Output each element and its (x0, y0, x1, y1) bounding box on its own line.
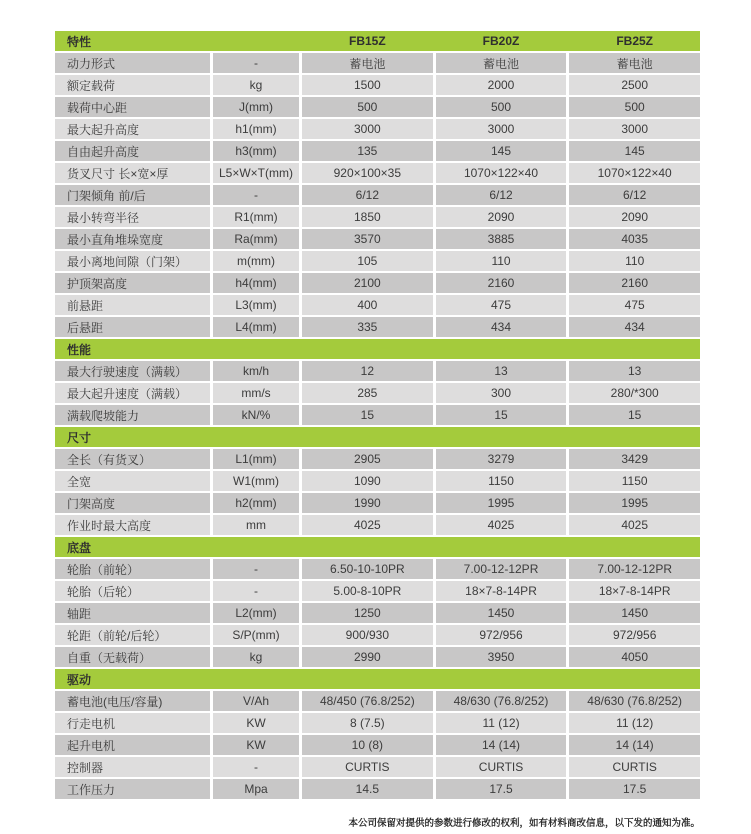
spec-value-cell: 335 (302, 317, 433, 337)
table-row (55, 581, 700, 601)
section-title: 性能 (67, 342, 92, 357)
spec-value-cell: 4035 (569, 229, 700, 249)
spec-value-cell: 3950 (436, 647, 567, 667)
table-row (55, 141, 700, 161)
spec-value-cell: 920×100×35 (302, 163, 433, 183)
table-row (55, 361, 700, 381)
table-row (55, 75, 700, 95)
spec-value-cell: 4025 (302, 515, 433, 535)
table-row (55, 493, 700, 513)
table-row (55, 757, 700, 777)
spec-label-cell: 载荷中心距 (55, 97, 210, 117)
spec-value-cell: 2100 (302, 273, 433, 293)
spec-label-cell: 最小离地间隙（门架） (55, 251, 210, 271)
spec-label-cell: 轮距（前轮/后轮） (55, 625, 210, 645)
spec-unit-cell: h2(mm) (213, 493, 299, 513)
spec-value-cell: 2990 (302, 647, 433, 667)
spec-unit-cell: L4(mm) (213, 317, 299, 337)
spec-unit-cell: - (213, 53, 299, 73)
spec-value-cell: 3885 (436, 229, 567, 249)
spec-unit-cell: KW (213, 735, 299, 755)
section-header-row (55, 537, 700, 557)
spec-table (55, 31, 700, 801)
spec-value-cell: 2160 (569, 273, 700, 293)
spec-value-cell: 8 (7.5) (302, 713, 433, 733)
spec-unit-cell: h1(mm) (213, 119, 299, 139)
spec-value-cell: CURTIS (302, 757, 433, 777)
header-model-fb15z: FB15Z (348, 34, 386, 48)
spec-unit-cell: m(mm) (213, 251, 299, 271)
spec-value-cell: 4050 (569, 647, 700, 667)
spec-value-cell: 434 (436, 317, 567, 337)
table-row (55, 97, 700, 117)
spec-label-cell: 轮胎（后轮） (55, 581, 210, 601)
header-feature-label: 特性 (67, 34, 92, 49)
table-row (55, 603, 700, 623)
spec-value-cell: 4025 (569, 515, 700, 535)
spec-unit-cell: kN/% (213, 405, 299, 425)
spec-label-cell: 起升电机 (55, 735, 210, 755)
header-model-fb25z: FB25Z (616, 34, 654, 48)
spec-label-cell: 满载爬坡能力 (55, 405, 210, 425)
spec-label-cell: 货叉尺寸 长×宽×厚 (55, 163, 210, 183)
table-row (55, 53, 700, 73)
spec-value-cell: 105 (302, 251, 433, 271)
spec-value-cell: 1450 (436, 603, 567, 623)
spec-label-cell: 全长（有货叉） (55, 449, 210, 469)
table-row (55, 471, 700, 491)
spec-unit-cell: h4(mm) (213, 273, 299, 293)
spec-value-cell: 17.5 (436, 779, 567, 799)
spec-value-cell: 2160 (436, 273, 567, 293)
spec-value-cell: 145 (569, 141, 700, 161)
spec-value-cell: 1990 (302, 493, 433, 513)
spec-value-cell: 3000 (302, 119, 433, 139)
spec-value-cell: 蓄电池 (302, 53, 433, 73)
spec-value-cell: 2090 (436, 207, 567, 227)
spec-value-cell: 1250 (302, 603, 433, 623)
header-unit-cell (213, 31, 299, 51)
spec-value-cell: 6/12 (436, 185, 567, 205)
table-row (55, 295, 700, 315)
spec-label-cell: 最小转弯半径 (55, 207, 210, 227)
table-header-row (55, 31, 700, 51)
spec-value-cell: 14 (14) (569, 735, 700, 755)
spec-value-cell: 2000 (436, 75, 567, 95)
table-row (55, 119, 700, 139)
table-row (55, 713, 700, 733)
spec-value-cell: 11 (12) (436, 713, 567, 733)
table-row (55, 405, 700, 425)
table-row (55, 229, 700, 249)
spec-value-cell: 48/630 (76.8/252) (569, 691, 700, 711)
spec-value-cell: 48/450 (76.8/252) (302, 691, 433, 711)
spec-value-cell: 900/930 (302, 625, 433, 645)
spec-value-cell: 500 (569, 97, 700, 117)
section-title: 底盘 (67, 540, 92, 555)
spec-value-cell: 1995 (436, 493, 567, 513)
spec-unit-cell: - (213, 559, 299, 579)
spec-label-cell: 控制器 (55, 757, 210, 777)
spec-value-cell: 2090 (569, 207, 700, 227)
table-row (55, 317, 700, 337)
spec-label-cell: 动力形式 (55, 53, 210, 73)
table-row (55, 383, 700, 403)
spec-value-cell: 400 (302, 295, 433, 315)
spec-value-cell: CURTIS (569, 757, 700, 777)
spec-value-cell: 145 (436, 141, 567, 161)
spec-unit-cell: kg (213, 647, 299, 667)
spec-value-cell: 4025 (436, 515, 567, 535)
spec-label-cell: 轮胎（前轮） (55, 559, 210, 579)
table-row (55, 515, 700, 535)
section-title: 驱动 (67, 672, 92, 687)
spec-value-cell: 475 (436, 295, 567, 315)
spec-unit-cell: km/h (213, 361, 299, 381)
spec-value-cell: 3279 (436, 449, 567, 469)
spec-value-cell: 14.5 (302, 779, 433, 799)
spec-unit-cell: mm (213, 515, 299, 535)
spec-value-cell: 6/12 (302, 185, 433, 205)
spec-value-cell: 48/630 (76.8/252) (436, 691, 567, 711)
spec-value-cell: 1850 (302, 207, 433, 227)
spec-unit-cell: W1(mm) (213, 471, 299, 491)
spec-unit-cell: S/P(mm) (213, 625, 299, 645)
spec-label-cell: 门架倾角 前/后 (55, 185, 210, 205)
spec-label-cell: 护顶架高度 (55, 273, 210, 293)
spec-label-cell: 作业时最大高度 (55, 515, 210, 535)
spec-value-cell: 6.50-10-10PR (302, 559, 433, 579)
table-row (55, 185, 700, 205)
header-model-fb20z: FB20Z (482, 34, 520, 48)
spec-unit-cell: - (213, 757, 299, 777)
spec-value-cell: 1995 (569, 493, 700, 513)
spec-unit-cell: R1(mm) (213, 207, 299, 227)
spec-value-cell: 3000 (436, 119, 567, 139)
spec-label-cell: 最大起升高度 (55, 119, 210, 139)
spec-value-cell: 1450 (569, 603, 700, 623)
spec-unit-cell: L1(mm) (213, 449, 299, 469)
spec-table-body (55, 53, 700, 799)
table-row (55, 449, 700, 469)
spec-value-cell: CURTIS (436, 757, 567, 777)
spec-value-cell: 13 (569, 361, 700, 381)
spec-value-cell: 2905 (302, 449, 433, 469)
spec-label-cell: 后悬距 (55, 317, 210, 337)
spec-value-cell: 2500 (569, 75, 700, 95)
table-row (55, 735, 700, 755)
spec-value-cell: 285 (302, 383, 433, 403)
table-row (55, 207, 700, 227)
spec-value-cell: 18×7-8-14PR (569, 581, 700, 601)
footer-disclaimer: 本公司保留对提供的参数进行修改的权利，如有材料商改信息，以下发的通知为准。 (348, 818, 700, 829)
spec-value-cell: 3570 (302, 229, 433, 249)
spec-value-cell: 972/956 (569, 625, 700, 645)
table-row (55, 559, 700, 579)
spec-label-cell: 最大起升速度（满载） (55, 383, 210, 403)
spec-value-cell: 1090 (302, 471, 433, 491)
spec-value-cell: 蓄电池 (436, 53, 567, 73)
spec-value-cell: 3000 (569, 119, 700, 139)
section-header-row (55, 339, 700, 359)
spec-unit-cell: h3(mm) (213, 141, 299, 161)
spec-value-cell: 1150 (436, 471, 567, 491)
spec-value-cell: 3429 (569, 449, 700, 469)
spec-value-cell: 434 (569, 317, 700, 337)
spec-value-cell: 1070×122×40 (436, 163, 567, 183)
spec-value-cell: 6/12 (569, 185, 700, 205)
spec-label-cell: 轴距 (55, 603, 210, 623)
table-row (55, 251, 700, 271)
spec-label-cell: 最大行驶速度（满载） (55, 361, 210, 381)
spec-unit-cell: Ra(mm) (213, 229, 299, 249)
spec-label-cell: 蓄电池(电压/容量) (55, 691, 210, 711)
spec-value-cell: 280/*300 (569, 383, 700, 403)
section-header-row (55, 427, 700, 447)
spec-value-cell: 7.00-12-12PR (436, 559, 567, 579)
table-row (55, 273, 700, 293)
spec-value-cell: 135 (302, 141, 433, 161)
spec-value-cell: 18×7-8-14PR (436, 581, 567, 601)
spec-value-cell: 7.00-12-12PR (569, 559, 700, 579)
spec-label-cell: 门架高度 (55, 493, 210, 513)
spec-unit-cell: J(mm) (213, 97, 299, 117)
spec-value-cell: 11 (12) (569, 713, 700, 733)
spec-value-cell: 475 (569, 295, 700, 315)
spec-value-cell: 1070×122×40 (569, 163, 700, 183)
table-row (55, 779, 700, 799)
spec-unit-cell: L3(mm) (213, 295, 299, 315)
spec-unit-cell: kg (213, 75, 299, 95)
spec-value-cell: 10 (8) (302, 735, 433, 755)
spec-value-cell: 1500 (302, 75, 433, 95)
section-header-row (55, 669, 700, 689)
table-row (55, 625, 700, 645)
spec-value-cell: 500 (302, 97, 433, 117)
spec-unit-cell: KW (213, 713, 299, 733)
spec-value-cell: 15 (436, 405, 567, 425)
spec-label-cell: 全宽 (55, 471, 210, 491)
spec-unit-cell: - (213, 581, 299, 601)
spec-unit-cell: Mpa (213, 779, 299, 799)
spec-label-cell: 工作压力 (55, 779, 210, 799)
table-row (55, 647, 700, 667)
table-row (55, 163, 700, 183)
table-row (55, 691, 700, 711)
spec-value-cell: 13 (436, 361, 567, 381)
spec-value-cell: 12 (302, 361, 433, 381)
spec-unit-cell: L2(mm) (213, 603, 299, 623)
spec-value-cell: 500 (436, 97, 567, 117)
spec-value-cell: 1150 (569, 471, 700, 491)
spec-label-cell: 前悬距 (55, 295, 210, 315)
spec-label-cell: 额定载荷 (55, 75, 210, 95)
spec-unit-cell: V/Ah (213, 691, 299, 711)
spec-value-cell: 972/956 (436, 625, 567, 645)
spec-label-cell: 行走电机 (55, 713, 210, 733)
spec-unit-cell: - (213, 185, 299, 205)
spec-value-cell: 110 (436, 251, 567, 271)
spec-label-cell: 最小直角堆垛宽度 (55, 229, 210, 249)
spec-value-cell: 15 (569, 405, 700, 425)
section-title: 尺寸 (67, 430, 92, 445)
spec-value-cell: 蓄电池 (569, 53, 700, 73)
spec-value-cell: 15 (302, 405, 433, 425)
spec-value-cell: 14 (14) (436, 735, 567, 755)
spec-value-cell: 300 (436, 383, 567, 403)
spec-label-cell: 自重（无载荷） (55, 647, 210, 667)
spec-label-cell: 自由起升高度 (55, 141, 210, 161)
spec-value-cell: 17.5 (569, 779, 700, 799)
spec-unit-cell: L5×W×T(mm) (213, 163, 299, 183)
spec-value-cell: 110 (569, 251, 700, 271)
spec-value-cell: 5.00-8-10PR (302, 581, 433, 601)
spec-unit-cell: mm/s (213, 383, 299, 403)
